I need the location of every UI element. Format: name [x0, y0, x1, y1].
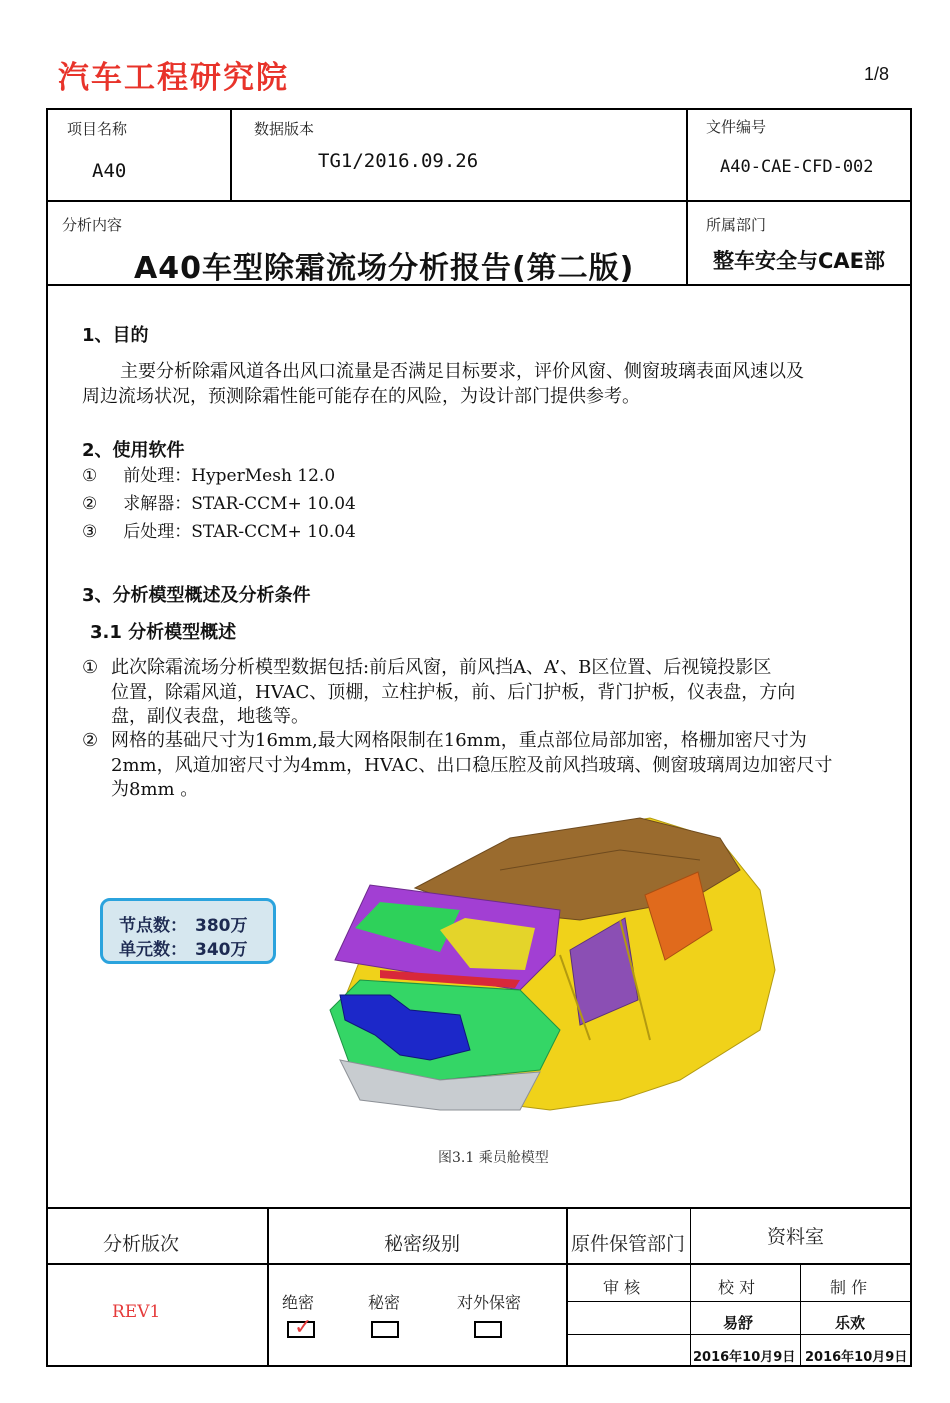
section-software-title: 2、使用软件 — [82, 440, 185, 461]
keeper-label: 原件保管部门 — [571, 1233, 686, 1255]
software-num: ③ — [82, 522, 98, 542]
divider — [686, 109, 688, 285]
dept-label: 所属部门 — [706, 216, 767, 234]
external-checkbox[interactable] — [474, 1321, 502, 1338]
list-num: ① — [82, 657, 99, 678]
dept-value: 整车安全与CAE部 — [713, 249, 886, 273]
software-num: ② — [82, 494, 98, 514]
level-secret-label: 秘密 — [368, 1293, 401, 1312]
rev-label: 分析版次 — [103, 1233, 180, 1255]
nodes-label: 节点数： — [119, 916, 187, 936]
organization-name: 汽车工程研究院 — [58, 60, 289, 96]
elements-label: 单元数： — [119, 940, 187, 960]
secret-label: 秘密级别 — [384, 1233, 461, 1255]
level-top-secret-label: 绝密 — [282, 1293, 315, 1312]
software-text: 前处理：HyperMesh 12.0 — [123, 466, 336, 486]
divider — [690, 1208, 691, 1366]
figure-caption: 图3.1 乘员舱模型 — [438, 1150, 549, 1166]
section-model-title: 3、分析模型概述及分析条件 — [82, 585, 311, 606]
proof-name: 易舒 — [723, 1314, 754, 1332]
mesh-desc-line: 2mm，风道加密尺寸为4mm，HVAC、出口稳压腔及前风挡玻璃、侧窗玻璃周边加密尺寸 — [111, 755, 833, 776]
mesh-stats-box — [100, 898, 276, 964]
elements-value: 340万 — [195, 940, 248, 960]
version-value: TG1/2016.09.26 — [318, 150, 479, 172]
purpose-text-line: 周边流场状况，预测除霜性能可能存在的风险，为设计部门提供参考。 — [82, 386, 640, 407]
file-number-label: 文件编号 — [706, 118, 767, 136]
divider — [566, 1208, 568, 1366]
keeper-value: 资料室 — [767, 1226, 825, 1248]
make-label: 制 作 — [830, 1278, 868, 1297]
proof-label: 校 对 — [718, 1278, 756, 1297]
top-secret-checkbox[interactable] — [287, 1315, 315, 1340]
software-text: 求解器：STAR-CCM+ 10.04 — [123, 494, 356, 514]
divider — [47, 1263, 912, 1265]
cabin-model-figure — [320, 810, 790, 1140]
divider — [800, 1264, 801, 1366]
nodes-value: 380万 — [195, 916, 248, 936]
make-name: 乐欢 — [835, 1314, 866, 1332]
file-number-value: A40-CAE-CFD-002 — [720, 157, 874, 177]
section-purpose-title: 1、目的 — [82, 325, 149, 346]
project-value: A40 — [92, 160, 127, 182]
content-label: 分析内容 — [62, 216, 123, 234]
proof-date: 2016年10月9日 — [693, 1350, 796, 1365]
divider — [567, 1334, 912, 1335]
divider — [47, 1207, 912, 1209]
software-num: ① — [82, 466, 98, 486]
make-date: 2016年10月9日 — [805, 1350, 908, 1365]
software-item — [82, 464, 335, 489]
model-desc-line: 此次除霜流场分析模型数据包括:前后风窗，前风挡A、A’、B区位置、后视镜投影区 — [111, 657, 772, 678]
subsection-title: 3.1 分析模型概述 — [90, 622, 237, 643]
divider — [230, 109, 232, 200]
divider — [567, 1301, 912, 1302]
level-external-label: 对外保密 — [457, 1293, 522, 1312]
software-text: 后处理：STAR-CCM+ 10.04 — [123, 522, 356, 542]
page-number: 1/8 — [864, 64, 890, 84]
nodes-row — [119, 911, 248, 936]
project-label: 项目名称 — [67, 120, 128, 138]
secret-checkbox[interactable] — [371, 1321, 399, 1338]
divider — [267, 1208, 269, 1366]
rev-value: REV1 — [112, 1302, 161, 1322]
model-desc-line: 位置，除霜风道，HVAC、顶棚，立柱护板，前、后门护板，背门护板，仪表盘，方向 — [111, 682, 796, 703]
version-label: 数据版本 — [254, 120, 315, 138]
review-label: 审 核 — [603, 1278, 641, 1297]
divider — [47, 200, 912, 202]
list-num: ② — [82, 730, 99, 751]
checkmark-icon: ✓ — [294, 1315, 313, 1340]
elements-row — [119, 935, 248, 960]
mesh-desc-line: 为8mm 。 — [111, 779, 199, 800]
model-desc-line: 盘，副仪表盘，地毯等。 — [111, 706, 309, 727]
software-item — [82, 492, 356, 517]
report-title: A40车型除霜流场分析报告(第二版) — [134, 251, 635, 286]
mesh-desc-line: 网格的基础尺寸为16mm,最大网格限制在16mm，重点部位局部加密，格栅加密尺寸为 — [111, 730, 807, 751]
software-item — [82, 520, 356, 545]
purpose-text-line: 主要分析除霜风道各出风口流量是否满足目标要求，评价风窗、侧窗玻璃表面风速以及 — [120, 361, 804, 382]
